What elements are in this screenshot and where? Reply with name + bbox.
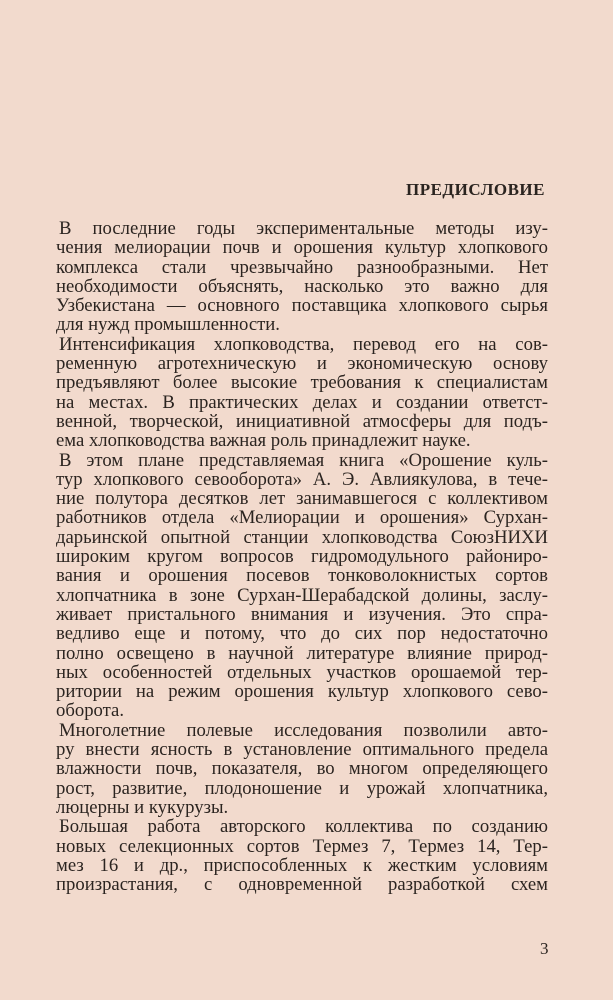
text-line: ритории на режим орошения культур хлопкового сево- (56, 681, 548, 703)
text-line: ние полутора десятков лет занимавшегося с коллективом (56, 488, 548, 510)
page-title: ПРЕДИСЛОВИЕ (405, 180, 545, 199)
text-line: тур хлопкового севооборота» А. Э. Авлиякулова, в тече- (56, 468, 548, 490)
text-line: В этом плане представляемая книга «Орошение куль- (59, 449, 548, 471)
text-line: хлопчатника в зоне Сурхан-Шерабадской долины, заслу- (56, 584, 548, 606)
text-line: Большая работа авторского коллектива по созданию (59, 816, 548, 838)
text-line: оборота. (56, 700, 124, 722)
text-line: новых селекционных сортов Термез 7, Термез 14, Тер- (56, 835, 548, 857)
text-line: ру внести ясность в установление оптимального предела (56, 739, 548, 761)
text-line: работников отдела «Мелиорации и орошения» Сурхан- (56, 507, 548, 529)
text-line: В последние годы экспериментальные методы изу- (59, 218, 548, 239)
text-line: полно освещено в научной литературе влияние природ- (56, 642, 548, 664)
text-line: вания и орошения посевов тонковолокнистых сортов (56, 565, 548, 587)
text-line: Интенсификация хлопководства, перевод его на сов- (59, 333, 548, 355)
text-line: мез 16 и др., приспособленных к жестким условиям (56, 854, 548, 876)
text-line: дарьинской опытной станции хлопководства СоюзНИХИ (56, 526, 548, 548)
text-line: люцерны и кукурузы. (56, 796, 229, 818)
text-line: комплекса стали чрезвычайно разнообразными. Нет (56, 256, 548, 278)
text-line: произрастания, с одновременной разработкой схем (56, 874, 548, 896)
text-line: ведливо еще и потому, что до сих пор недостаточно (56, 623, 548, 645)
text-line: Узбекистана — основного поставщика хлопкового сырья (56, 295, 548, 317)
text-line: широким кругом вопросов гидромодульного райониро- (56, 546, 548, 568)
paragraph (56, 219, 548, 335)
page-number: 3 (540, 939, 549, 958)
text-line: для нужд промышленности. (56, 314, 280, 336)
text-line: Многолетние полевые исследования позволили авто- (59, 719, 548, 741)
body-text (56, 219, 548, 894)
paragraph (56, 721, 548, 817)
text-line: венной, творческой, инициативной атмосферы для подъ- (56, 410, 548, 432)
text-line: рост, развитие, плодоношение и урожай хлопчатника, (56, 777, 548, 799)
text-line: чения мелиорации почв и орошения культур хлопкового (56, 237, 548, 259)
text-line: необходимости объяснять, насколько это важно для (56, 275, 548, 297)
text-line: предъявляют более высокие требования к специалистам (56, 372, 548, 394)
paragraph (56, 335, 548, 451)
text-line: на местах. В практических делах и создании ответст- (56, 391, 548, 413)
text-line: живает пристального внимания и изучения. Это спра- (56, 603, 548, 625)
text-line: ных особенностей отдельных участков орошаемой тер- (56, 661, 548, 683)
paragraph (56, 451, 548, 721)
text-line: ема хлопководства важная роль принадлежит науке. (56, 430, 471, 452)
text-line: влажности почв, показателя, во многом определяющего (56, 758, 548, 780)
text-line: ременную агротехническую и экономическую основу (56, 353, 548, 375)
paragraph (56, 817, 548, 894)
